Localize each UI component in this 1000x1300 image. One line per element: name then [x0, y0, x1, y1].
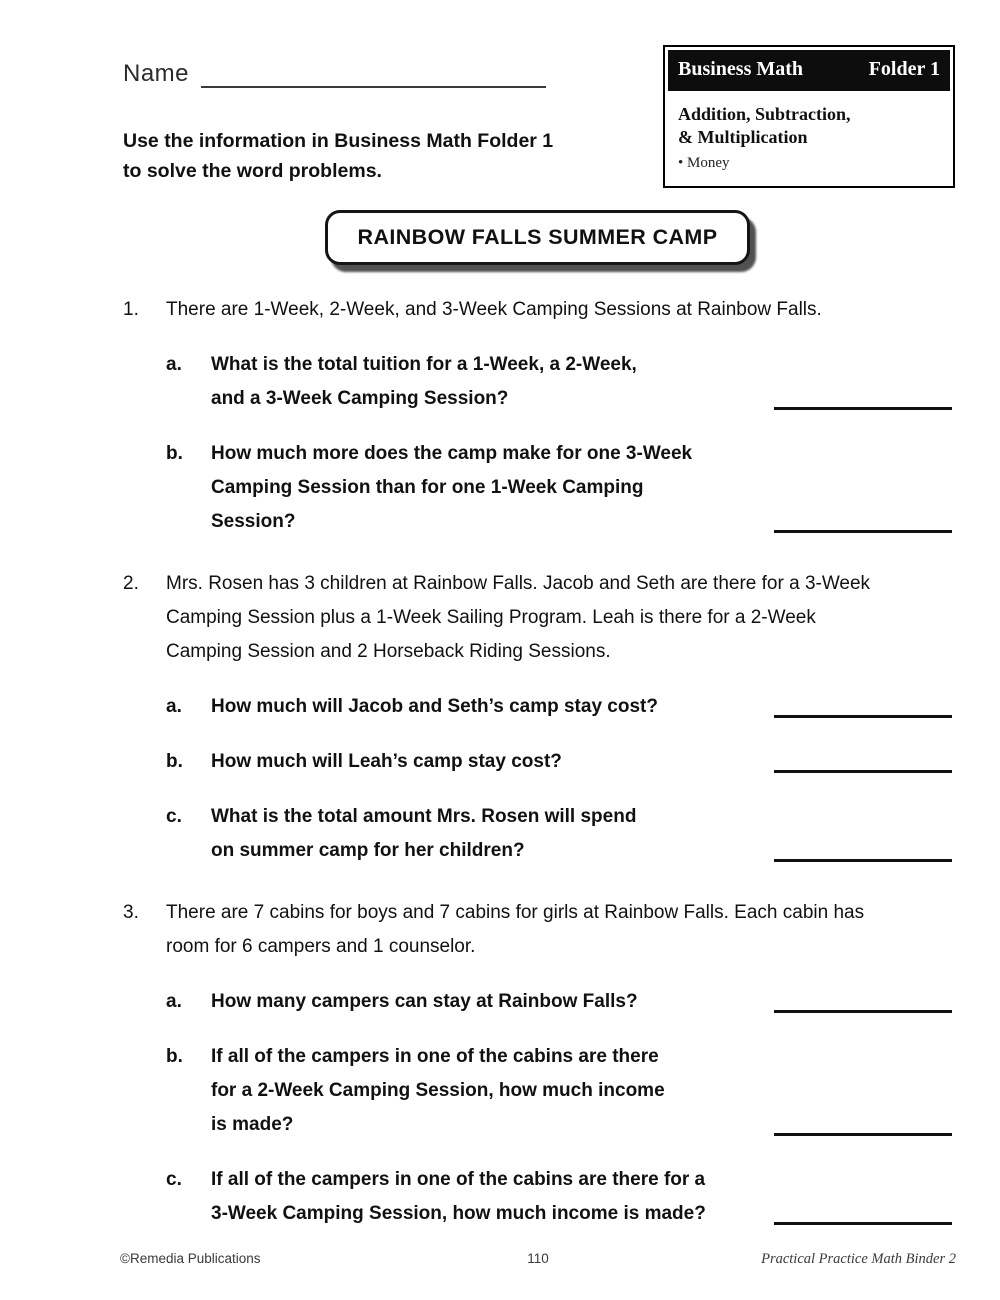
subject-title: Business Math [678, 58, 804, 80]
part-letter: a. [166, 991, 182, 1012]
folder-number: Folder 1 [868, 58, 940, 80]
publisher-credit: ©Remedia Publications [120, 1251, 261, 1266]
answer-blank-3a[interactable] [774, 1010, 952, 1013]
question-1b [166, 437, 952, 539]
part-line: How much will Leah’s camp stay cost? [211, 751, 562, 772]
name-label: Name [123, 60, 190, 87]
instructions-line: Use the information in Business Math Folder 1 [123, 130, 554, 152]
stem-line: room for 6 campers and 1 counselor. [166, 936, 476, 957]
stem-line: There are 1-Week, 2-Week, and 3-Week Camping Sessions at Rainbow Falls. [166, 299, 822, 320]
answer-blank-1b[interactable] [774, 530, 952, 533]
answer-blank-3c[interactable] [774, 1222, 952, 1225]
question-2b [166, 745, 952, 779]
part-line: and a 3-Week Camping Session? [211, 388, 509, 409]
topic-line: Addition, Subtraction, [678, 104, 851, 124]
part-line: 3-Week Camping Session, how much income is made? [211, 1203, 706, 1224]
question-2 [123, 567, 952, 868]
part-line: If all of the campers in one of the cabins are there [211, 1046, 659, 1067]
topic-bullet: • Money [678, 155, 730, 171]
answer-blank-2c[interactable] [774, 859, 952, 862]
page-title: RAINBOW FALLS SUMMER CAMP [325, 210, 751, 265]
stem-line: There are 7 cabins for boys and 7 cabins for girls at Rainbow Falls. Each cabin has [166, 902, 865, 923]
part-line: How many campers can stay at Rainbow Falls? [211, 991, 638, 1012]
stem-line: Camping Session plus a 1-Week Sailing Program. Leah is there for a 2-Week [166, 607, 816, 628]
question-stem [123, 293, 952, 327]
question-1a [166, 348, 952, 416]
question-number: 2. [123, 573, 139, 594]
folder-box-header [668, 50, 950, 91]
part-line: What is the total tuition for a 1-Week, a 2-Week, [211, 354, 637, 375]
question-3a [166, 985, 952, 1019]
instructions-line: to solve the word problems. [123, 160, 382, 182]
part-line: Session? [211, 511, 296, 532]
part-letter: b. [166, 443, 183, 464]
question-3 [123, 896, 952, 1231]
part-line: How much will Jacob and Seth’s camp stay cost? [211, 696, 658, 717]
folder-box-body [668, 91, 950, 183]
question-stem [123, 567, 952, 669]
part-line: is made? [211, 1114, 294, 1135]
part-letter: b. [166, 1046, 183, 1067]
question-1 [123, 293, 952, 539]
question-2a [166, 690, 952, 724]
binder-title: Practical Practice Math Binder 2 [761, 1251, 956, 1267]
stem-line: Mrs. Rosen has 3 children at Rainbow Falls. Jacob and Seth are there for a 3-Week [166, 573, 871, 594]
part-line: on summer camp for her children? [211, 840, 525, 861]
page-number: 110 [527, 1251, 549, 1266]
part-line: Camping Session than for one 1-Week Camping [211, 477, 644, 498]
part-letter: c. [166, 1169, 182, 1190]
question-3b [166, 1040, 952, 1142]
part-line: What is the total amount Mrs. Rosen will spend [211, 806, 637, 827]
question-stem [123, 896, 952, 964]
title-banner-wrap [123, 210, 952, 265]
question-3c [166, 1163, 952, 1231]
topic-line: & Multiplication [678, 127, 808, 147]
part-letter: a. [166, 696, 182, 717]
part-letter: b. [166, 751, 183, 772]
answer-blank-1a[interactable] [774, 407, 952, 410]
question-2c [166, 800, 952, 868]
stem-line: Camping Session and 2 Horseback Riding Sessions. [166, 641, 611, 662]
folder-info-box [663, 45, 955, 188]
part-line: If all of the campers in one of the cabins are there for a [211, 1169, 706, 1190]
question-number: 1. [123, 299, 139, 320]
part-letter: c. [166, 806, 182, 827]
name-input-line[interactable] [201, 60, 546, 88]
page-footer [120, 1251, 956, 1268]
question-number: 3. [123, 902, 139, 923]
answer-blank-2a[interactable] [774, 715, 952, 718]
part-line: How much more does the camp make for one 3-Week [211, 443, 693, 464]
part-letter: a. [166, 354, 182, 375]
answer-blank-3b[interactable] [774, 1133, 952, 1136]
answer-blank-2b[interactable] [774, 770, 952, 773]
part-line: for a 2-Week Camping Session, how much income [211, 1080, 665, 1101]
